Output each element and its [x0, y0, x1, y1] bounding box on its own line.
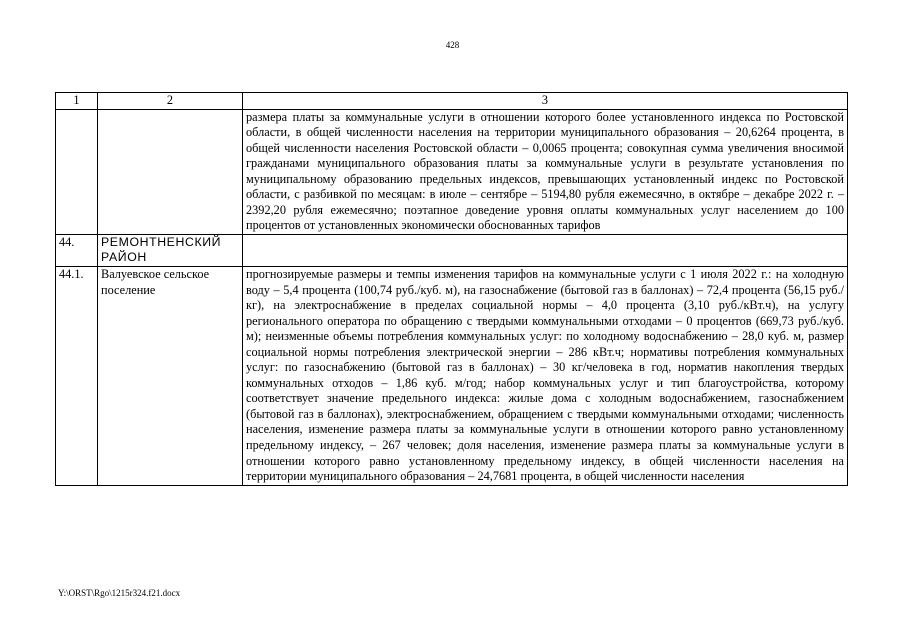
row-number: 44.1. [56, 267, 98, 486]
row-text: размера платы за коммунальные услуги в отношении которого более установленного индекса по Ростовской области, в общей численности населения на территории муниципального образования – 20,6264 процента, в общей численности населения Ростовской области – 0,0065 процента; совокупная сумма увеличения вносимой гражданами муниципального образования платы за коммунальные услуги в результате установления по муниципальному образованию предельных индексов, превышающих установленный индекс по Ростовской области, с разбивкой по месяцам: в июле – сентябре – 5194,80 рубля ежемесячно, в октябре – декабре 2022 г. – 2392,20 рубля ежемесячно; поэтапное доведение уровня оплаты коммунальных услуг населением до 100 процентов от установленных экономически обоснованных тарифов [243, 109, 848, 234]
table-row [56, 267, 848, 486]
row-number [56, 109, 98, 234]
header-col-1: 1 [56, 93, 98, 110]
row-name [98, 109, 243, 234]
page-number: 428 [445, 40, 460, 50]
row-text: прогнозируемые размеры и темпы изменения тарифов на коммунальные услуги с 1 июля 2022 г.: на холодную воду – 5,4 процента (100,74 руб./куб. м), на газоснабжение (бытовой газ в баллонах) – 72,4 процента (56,15 руб./кг), на электроснабжение в пределах социальной нормы – 4,0 процента (3,10 руб./кВт.ч), на услугу регионального оператора по обращению с твердыми коммунальными отходами – 0 процентов (669,73 руб./куб. м); неизменные объемы потребления коммунальных услуг: по холодному водоснабжению – 28,0 куб. м, размер социальной нормы потребления электрической энергии – 286 кВт.ч; нормативы потребления коммунальных услуг: по газоснабжению (бытовой газ в баллонах) – 30 кг/человека в год, норматив накопления твердых коммунальных отходов – 1,86 куб. м/год; набор коммунальных услуг и тип благоустройства, которому соответствует значение предельного индекса: жилые дома с холодным водоснабжением, газоснабжением (бытовой газ в баллонах), электроснабжением, обращением с твердыми коммунальными отходами; численность населения, изменение размера платы за коммунальные услуги в отношении которого равно установленному предельному индексу, – 267 человек; доля населения, изменение размера платы за коммунальные услуги в отношении которого равно установленному предельному индексу, в общей численности населения на территории муниципального образования – 24,7681 процента, в общей численности населения [243, 267, 848, 486]
row-number: 44. [56, 234, 98, 266]
header-col-3: 3 [243, 93, 848, 110]
table-row [56, 109, 848, 234]
table-header-row [56, 93, 848, 110]
header-col-2: 2 [98, 93, 243, 110]
district-name: РЕМОНТНЕНСКИЙ РАЙОН [98, 234, 243, 266]
tariff-table [55, 92, 848, 486]
row-text [243, 234, 848, 266]
settlement-name: Валуевское сельское поселение [98, 267, 243, 486]
footer-file-path: Y:\ORST\Rgo\1215r324.f21.docx [58, 588, 181, 598]
table-row-district [56, 234, 848, 266]
